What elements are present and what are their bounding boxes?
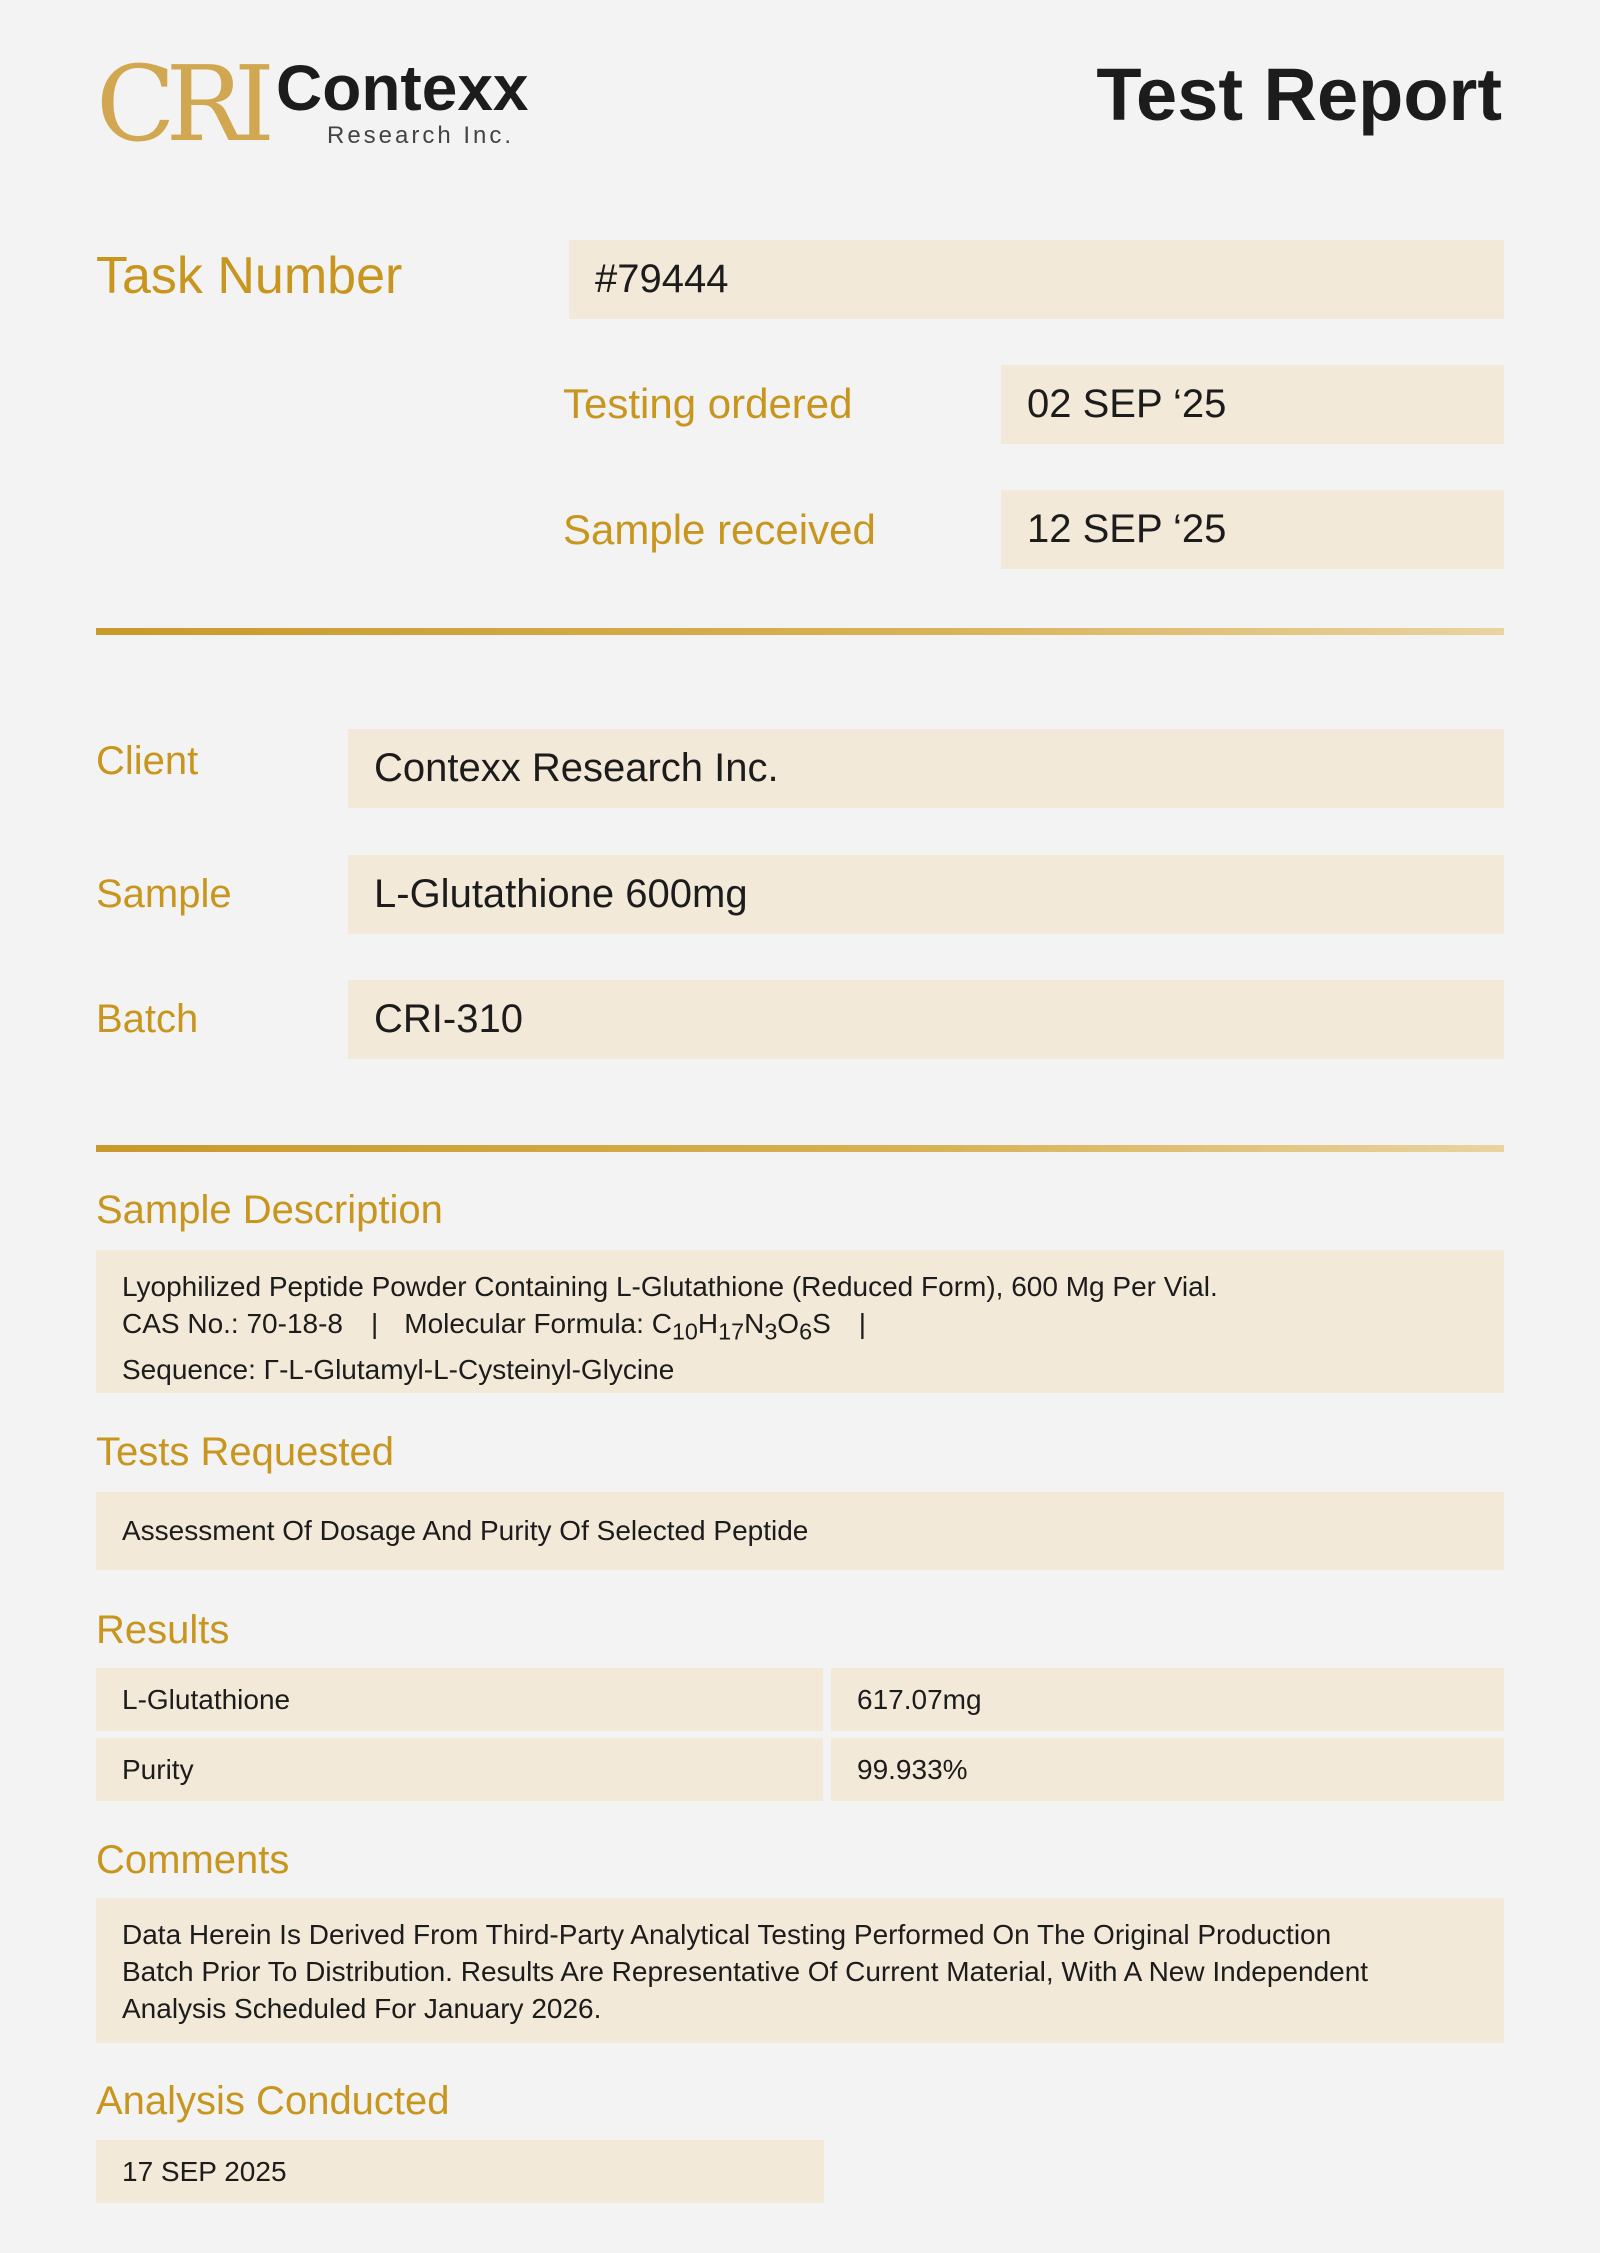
batch-value: CRI-310 <box>348 980 1504 1059</box>
task-number-value: #79444 <box>569 240 1504 319</box>
result-value-cell: 99.933% <box>831 1738 1504 1801</box>
result-name-cell: Purity <box>96 1738 823 1801</box>
result-name-cell: L-Glutathione <box>96 1668 823 1731</box>
sample-received-label: Sample received <box>563 506 876 553</box>
formula-subscript: 10 <box>671 1318 698 1345</box>
description-line: Lyophilized Peptide Powder Containing L-Glutathione (Reduced Form), 600 Mg Per Vial. <box>122 1271 1218 1302</box>
testing-ordered-label: Testing ordered <box>563 380 853 427</box>
sample-value: L-Glutathione 600mg <box>348 855 1504 934</box>
document-title: Test Report <box>1096 53 1502 136</box>
comment-line: Batch Prior To Distribution. Results Are Representative Of Current Material, With A New Independent <box>122 1956 1369 1987</box>
analysis-conducted-title: Analysis Conducted <box>96 2079 450 2123</box>
formula-label: Molecular Formula: <box>404 1308 644 1339</box>
company-logo-mark: CRI <box>96 43 265 165</box>
section-divider <box>96 1145 1504 1152</box>
formula-subscript: 17 <box>718 1318 745 1345</box>
sample-description-box <box>96 1250 1504 1393</box>
comments-title: Comments <box>96 1838 290 1882</box>
formula-element: O <box>777 1308 800 1339</box>
formula-subscript: 3 <box>764 1318 778 1345</box>
description-cas-formula-line <box>122 1305 1478 1351</box>
task-number-label: Task Number <box>96 247 403 305</box>
analysis-conducted-value: 17 SEP 2025 <box>96 2140 824 2203</box>
formula-element: H <box>697 1308 719 1339</box>
tests-requested-title: Tests Requested <box>96 1430 394 1474</box>
separator: | <box>858 1308 867 1339</box>
formula-element: N <box>744 1308 765 1339</box>
client-value: Contexx Research Inc. <box>348 729 1504 808</box>
sample-label: Sample <box>96 872 232 916</box>
description-sequence-line: Sequence: Γ-L-Glutamyl-L-Cysteinyl-Glycine <box>122 1353 675 1385</box>
results-title: Results <box>96 1608 230 1652</box>
company-name: Contexx <box>276 52 529 124</box>
batch-label: Batch <box>96 997 199 1041</box>
result-value-cell: 617.07mg <box>831 1668 1504 1731</box>
formula-element: S <box>812 1308 831 1339</box>
formula-element: C <box>651 1308 672 1339</box>
sample-description-title: Sample Description <box>96 1188 443 1232</box>
comment-line: Data Herein Is Derived From Third-Party Analytical Testing Performed On The Original Production <box>122 1919 1332 1950</box>
cas-number: CAS No.: 70-18-8 <box>122 1308 343 1339</box>
tests-requested-value: Assessment Of Dosage And Purity Of Selected Peptide <box>96 1492 1504 1570</box>
sample-received-value: 12 SEP ‘25 <box>1001 490 1504 569</box>
formula-subscript: 6 <box>799 1318 813 1345</box>
testing-ordered-value: 02 SEP ‘25 <box>1001 365 1504 444</box>
molecular-formula <box>651 1308 831 1345</box>
client-label: Client <box>96 739 199 783</box>
section-divider <box>96 628 1504 635</box>
separator: | <box>371 1308 379 1339</box>
comments-box <box>96 1898 1504 2043</box>
company-subtitle: Research Inc. <box>327 122 515 149</box>
comment-line: Analysis Scheduled For January 2026. <box>122 1993 602 2024</box>
